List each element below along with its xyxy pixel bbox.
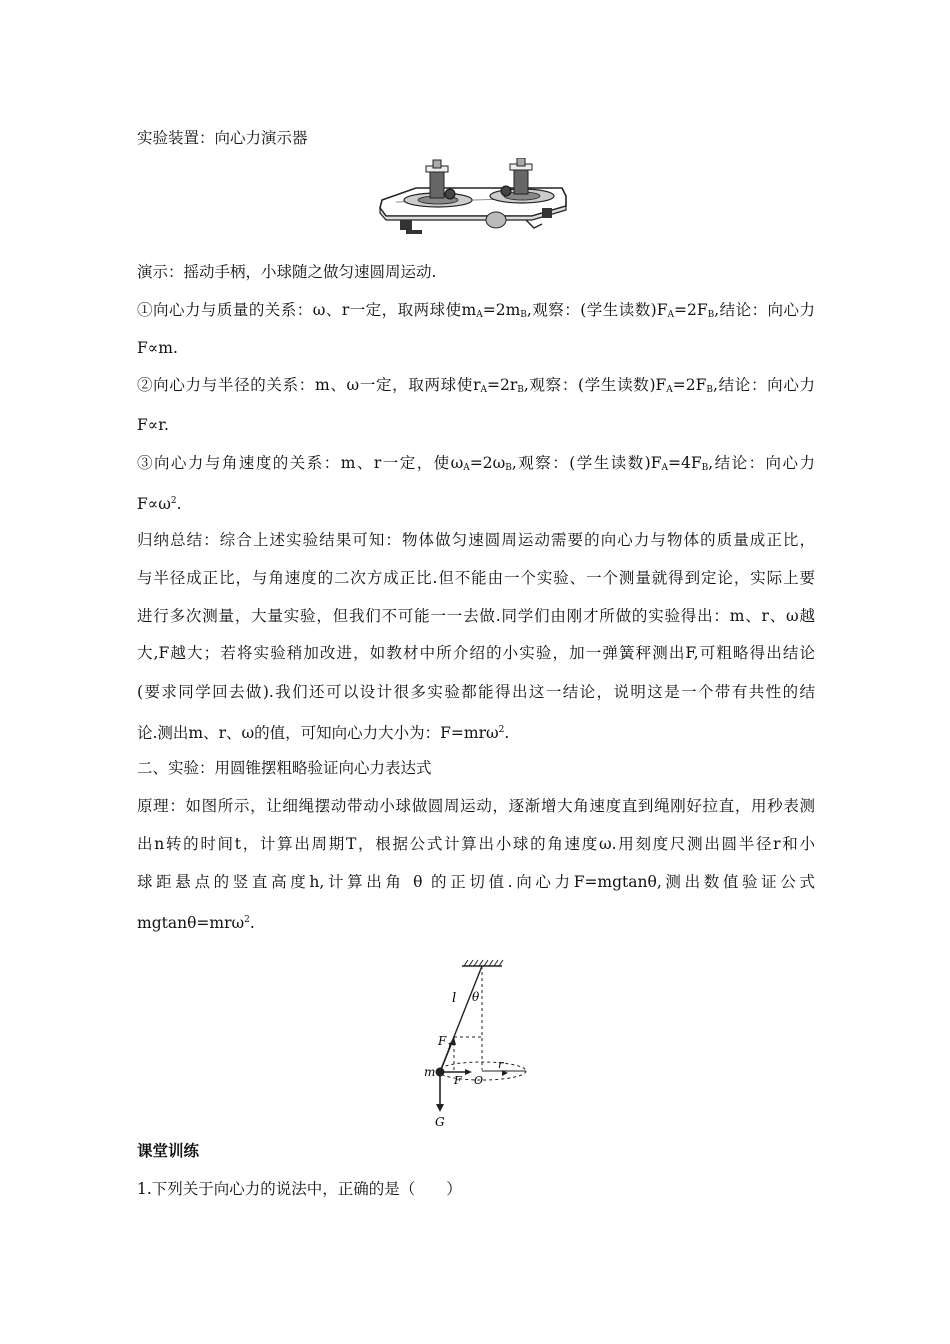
summary-line-6: 论.测出m、r、ω的值，可知向心力大小为：F=mrω$^2$. (137, 724, 510, 742)
summary-line-5: (要求同学回去做).我们还可以设计很多实验都能得出这一结论，说明这是一个带有共性的结 (137, 683, 815, 701)
training-title: 课堂训练 (137, 1141, 200, 1160)
label-m: m (424, 1065, 436, 1079)
summary-line-1: 归纳总结：综合上述实验结果可知：物体做匀速圆周运动需要的向心力与物体的质量成正比， (137, 531, 815, 549)
question-1: 1.下列关于向心力的说法中，正确的是（ ） (137, 1180, 462, 1198)
label-f1-sub: 1 (447, 1042, 453, 1051)
item-1-line: ①向心力与质量的关系：ω、r一定，取两球使$m_A=2m_B$,观察：(学生读数)$F_A=2F_B$,结论：向心力 (137, 301, 816, 320)
section-2-title: 二、实验：用圆锥摆粗略验证向心力表达式 (137, 759, 432, 777)
label-l: l (452, 991, 457, 1006)
centripetal-apparatus-image (376, 158, 576, 244)
label-r: r (498, 1058, 504, 1071)
label-g: G (435, 1115, 445, 1129)
item-3-line: ③向心力与角速度的关系：m、r一定，使$\omega_A=2\omega_B$,观察：(学生读数)$F_A=4F_B$,结论：向心力 (137, 454, 816, 473)
summary-line-2: 与半径成正比，与角速度的二次方成正比.但不能由一个实验、一个测量就得到定论，实际上要 (137, 569, 815, 587)
label-f1: F (438, 1034, 447, 1048)
label-f: F (454, 1074, 462, 1087)
principle-line-3: 球距悬点的竖直高度h,计算出角 θ 的正切值.向心力F=mgtanθ,测出数值验证公式 (137, 873, 815, 891)
summary-line-4: 大,F越大；若将实验稍加改进，如教材中所介绍的小实验，加一弹簧秤测出F,可粗略得出结论 (137, 644, 815, 662)
label-theta: θ (472, 990, 480, 1004)
setup-label: 实验装置：向心力演示器 (137, 129, 308, 147)
item-1-conclusion: F∝m. (137, 339, 178, 357)
item-3-conclusion: $F\propto\omega^2$. (137, 495, 182, 513)
principle-line-1: 原理：如图所示，让细绳摆动带动小球做圆周运动，逐渐增大角速度直到绳刚好拉直，用秒表测 (137, 797, 815, 815)
conical-pendulum-diagram (420, 958, 540, 1133)
item-2-line: ②向心力与半径的关系：m、ω一定，取两球使$r_A=2r_B$,观察：(学生读数)$F_A=2F_B$,结论：向心力 (137, 376, 816, 395)
item-2-conclusion: F∝r. (137, 416, 169, 434)
label-o: O (474, 1074, 484, 1087)
demo-line: 演示：摇动手柄，小球随之做匀速圆周运动. (137, 263, 437, 281)
principle-line-4: mgtanθ=mrω$^2$. (137, 914, 255, 932)
principle-line-2: 出n转的时间t，计算出周期T，根据公式计算出小球的角速度ω.用刻度尺测出圆半径r和小 (137, 835, 815, 853)
summary-line-3: 进行多次测量，大量实验，但我们不可能一一去做.同学们由刚才所做的实验得出：m、r、ω越 (137, 607, 815, 625)
